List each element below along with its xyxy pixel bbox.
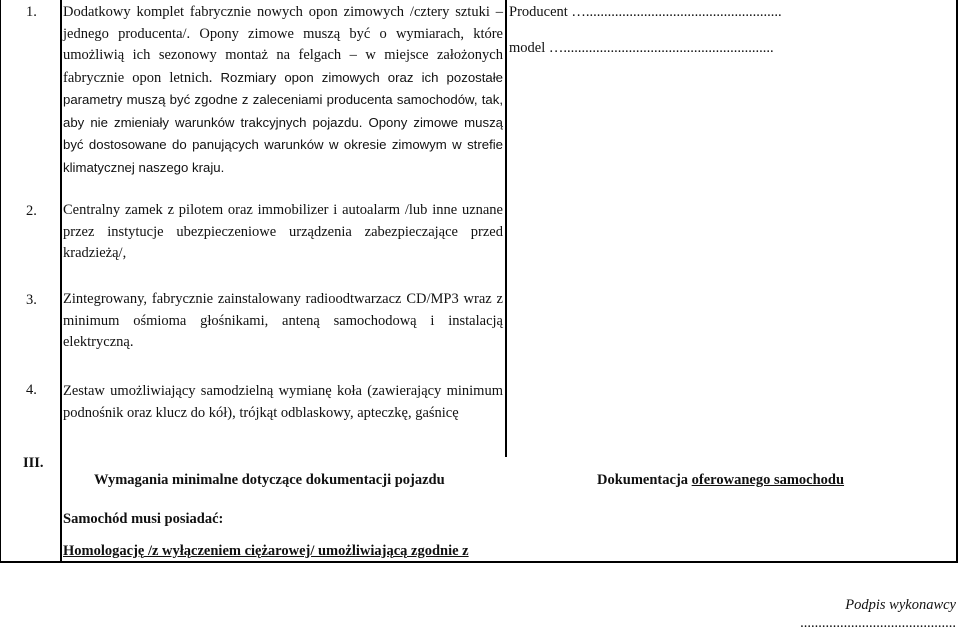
offered-car-documentation-prefix: Dokumentacja (597, 472, 692, 488)
row-2-number: 2. (26, 203, 37, 219)
row-1-text (63, 2, 503, 179)
model-field[interactable]: model ….......................................................... (509, 40, 774, 56)
row-2-text: Centralny zamek z pilotem oraz immobilizer i autoalarm /lub inne uznane przez instytucje ubezpieczeniowe urządzenia zabezpieczające przed kradzieżą/, (63, 202, 503, 261)
row-1-text-sizes: Rozmiary opon zimowych oraz ich pozostałe parametry muszą być zgodne z zaleceniami producenta samochodów, tak, aby nie zmieniały warunków trakcyjnych pojazdu. (63, 69, 504, 130)
row-1-number: 1. (26, 4, 37, 20)
row-4-number: 4. (26, 382, 37, 398)
offered-car-documentation-underlined: oferowanego samochodu (691, 472, 845, 488)
homologation-text: Homologację /z wyłączeniem ciężarowej/ umożliwiającą zgodnie z (63, 543, 469, 559)
row-1-text-part-a: Dodatkowy komplet fabrycznie nowych opon zimowych /cztery sztuki – jednego producenta/. Opony zimowe muszą być o wymiarach, które umożliwią ich sezonowy montaż na felgach – w miejsce założonych fabrycznie opon letnich. (63, 4, 503, 86)
signature-line[interactable]: ........................................... (800, 615, 956, 631)
row-3-text: Zintegrowany, fabrycznie zainstalowany radioodtwarzacz CD/MP3 wraz z minimum ośmioma głośnikami, anteną samochodową i instalacją elektryczną. (63, 291, 503, 350)
producer-field[interactable]: Producent …...................................................... (509, 4, 782, 20)
table-left-border (60, 0, 62, 563)
section-number: III. (23, 455, 44, 471)
documentation-requirements-heading: Wymagania minimalne dotyczące dokumentacji pojazdu (94, 472, 445, 488)
offered-car-documentation-heading (597, 472, 844, 489)
table-right-border (956, 0, 958, 563)
table-bottom-border (0, 561, 958, 563)
table-outer-left-border (0, 0, 1, 563)
table-middle-border (505, 0, 507, 457)
row-4-text: Zestaw umożliwiający samodzielną wymianę koła (zawierający minimum podnośnik oraz klucz do kół), trójkąt odblaskowy, apteczkę, gaśnicę (63, 383, 503, 421)
row-1-text-part-b: Opony zimowe muszą być dostosowane do panujących warunków w okresie zimowym w strefie klimatycznej naszego kraju. (63, 114, 504, 175)
row-3-number: 3. (26, 292, 37, 308)
signature-label: Podpis wykonawcy (845, 597, 956, 613)
must-have-label: Samochód musi posiadać: (63, 511, 224, 527)
